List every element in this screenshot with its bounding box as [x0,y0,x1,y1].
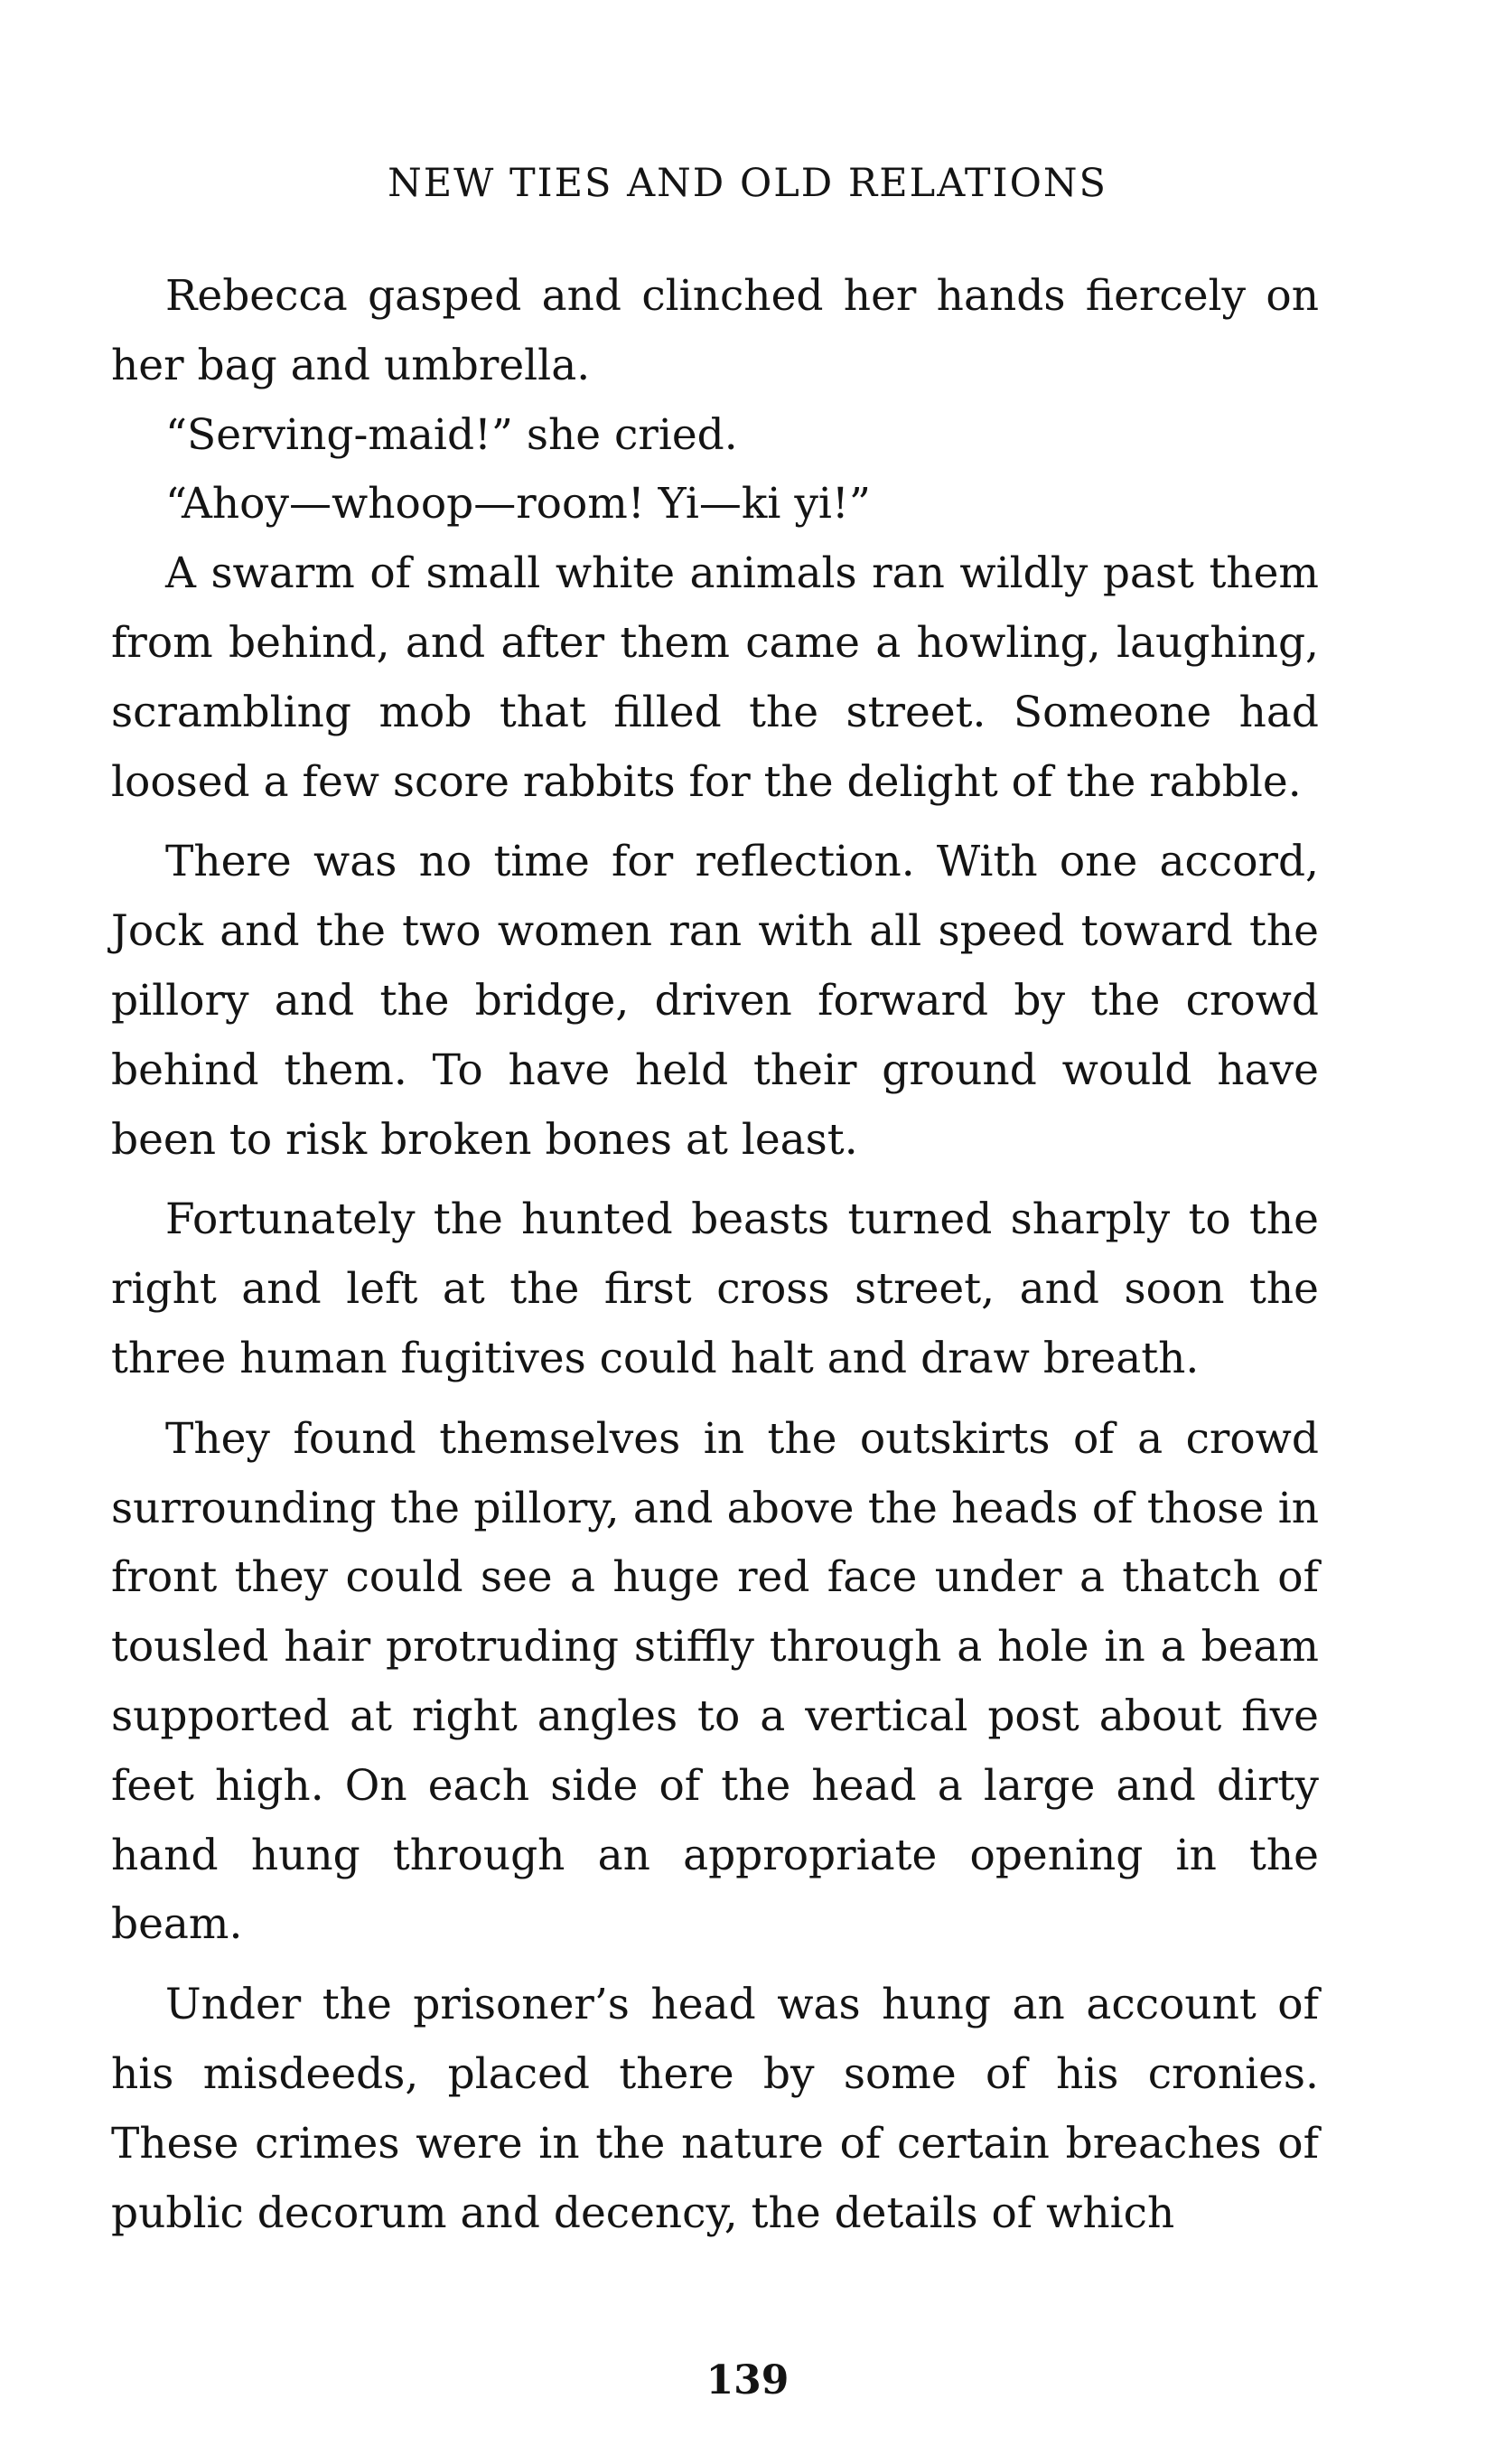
body-text [111,262,1319,2248]
running-head: NEW TIES AND OLD RELATIONS [388,161,1107,206]
paragraph: They found themselves in the outskirts of a crowd surrounding the pillory, and above the heads of those in front they could see a huge red face under a thatch of tousled hair protruding stiffly through a hole in a beam supported at right angles to a vertical post about five feet high. On each side of the head a large and dirty hand hung through an appropriate opening in the beam. [111,1413,1319,1950]
paragraph: There was no time for reflection. With one accord, Jock and the two women ran with all speed toward the pillory and the bridge, driven forward by the crowd behind them. To have held their ground would have been to risk broken bones at least. [111,837,1319,1165]
paragraph: “Serving-maid!” she cried. [165,409,738,460]
paragraph: Under the prisoner’s head was hung an account of his misdeeds, placed there by some of his cronies. These crimes were in the nature of certain breaches of public decorum and decency, the details of which [111,1980,1319,2238]
page-number: 139 [705,2357,790,2403]
paragraph: Fortunately the hunted beasts turned sharply to the right and left at the first cross street, and soon the three human fugitives could halt and draw breath. [111,1195,1319,1383]
paragraph: A swarm of small white animals ran wildly past them from behind, and after them came a howling, laughing, scrambling mob that filled the street. Someone had loosed a few score rabbits for the delight of the rabble. [111,548,1319,807]
paragraph: “Ahoy—whoop—room! Yi—ki yi!” [165,479,871,529]
paragraph: Rebecca gasped and clinched her hands fiercely on her bag and umbrella. [111,271,1319,390]
